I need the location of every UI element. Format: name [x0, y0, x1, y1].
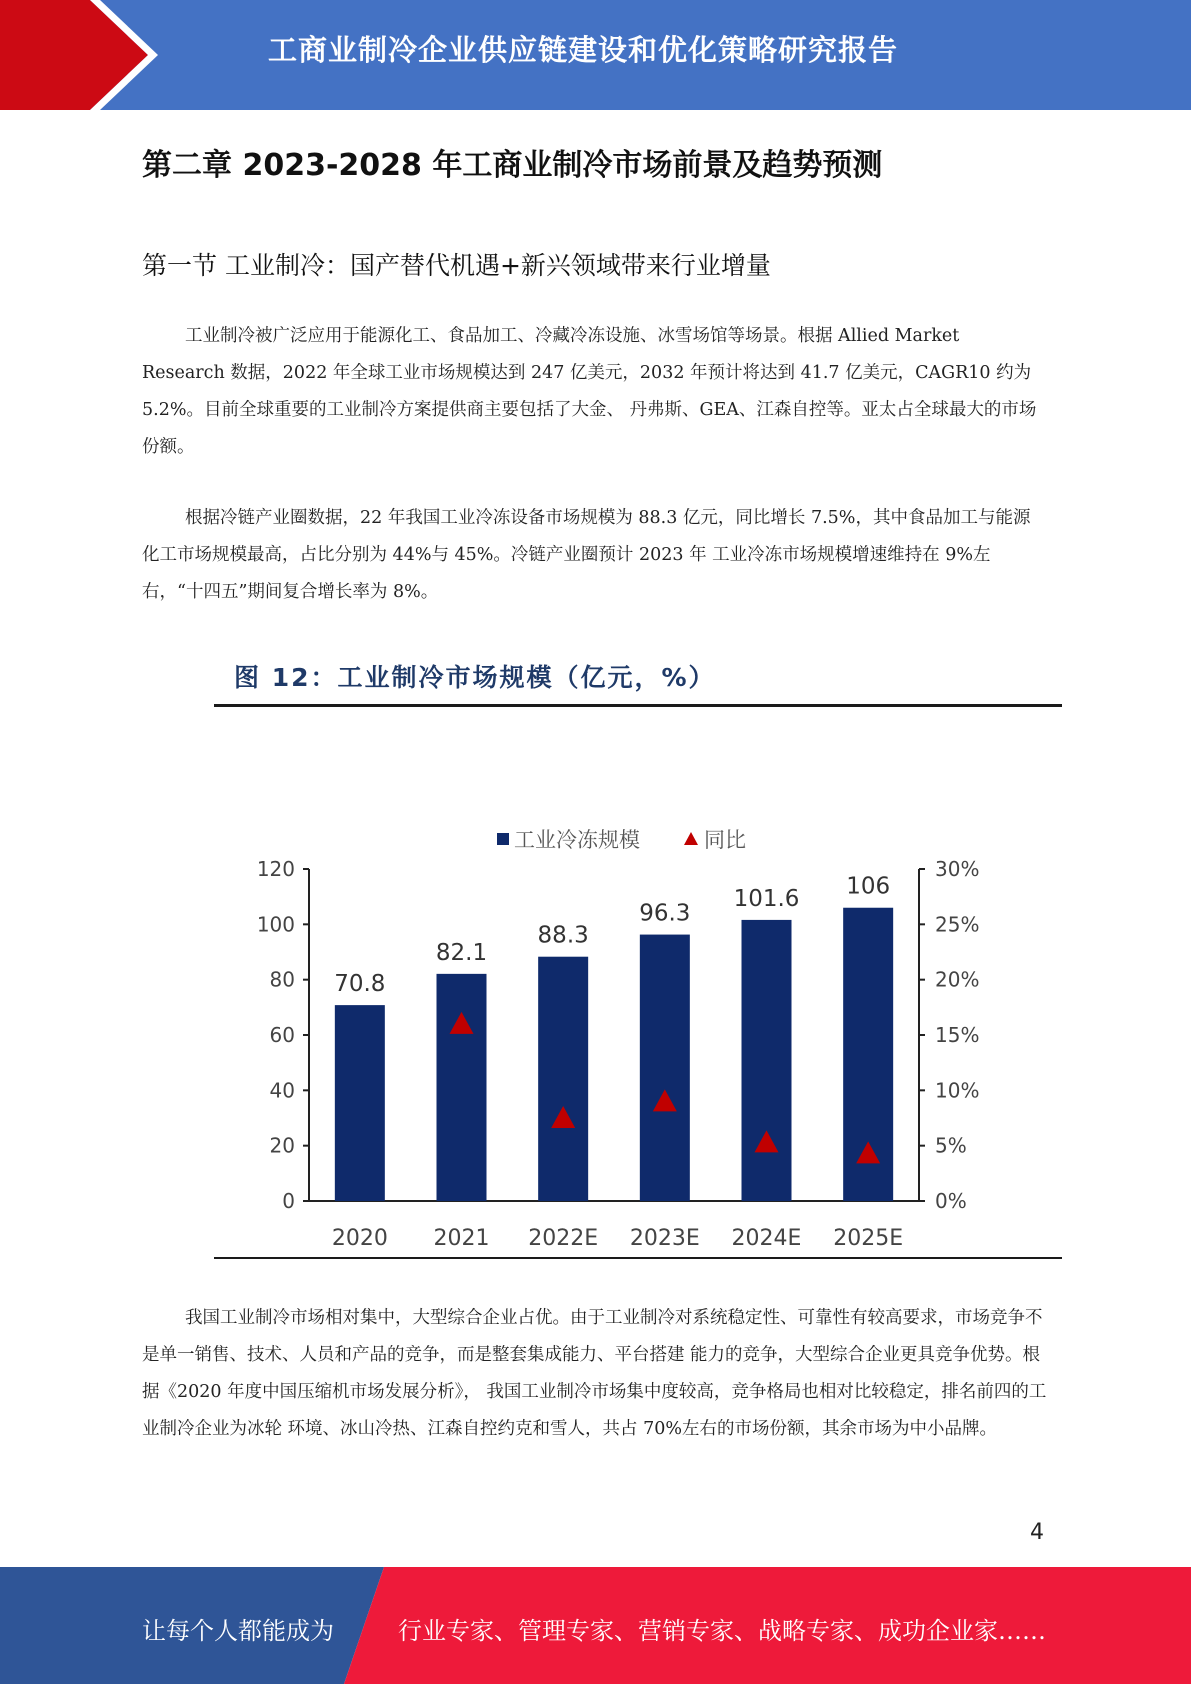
y-right-tick-label: 15%	[935, 1023, 980, 1047]
bar-value-label: 82.1	[435, 939, 488, 966]
bar	[335, 1005, 385, 1201]
figure-title: 图 12：工业制冷市场规模（亿元，%）	[234, 663, 716, 692]
figure-top-rule	[214, 704, 1062, 707]
body-paragraph-1: 工业制冷被广泛应用于能源化工、食品加工、冷藏冷冻设施、冰雪场馆等场景。根据 Allied Market Research 数据，2022 年全球工业市场规模达到 247 亿美元，2032 年预计将达到 41.7 亿美元，CAGR10 约为 5.2%。目前全球重要的工业制冷方案提供商主要包括了大金、 丹弗斯、GEA、江森自控等。亚太占全球最大的市场份额。	[142, 326, 1037, 457]
x-tick-label: 2022E	[528, 1226, 599, 1251]
y-left-tick-label: 20	[269, 1133, 295, 1158]
y-right-tick-label: 20%	[935, 967, 980, 992]
y-right-tick-label: 30%	[935, 857, 980, 881]
y-left-tick-label: 80	[269, 967, 295, 992]
legend-bar-swatch	[497, 833, 509, 845]
chapter-title: 第二章 2023-2028 年工商业制冷市场前景及趋势预测	[142, 148, 883, 183]
footer-slogan-right: 行业专家、管理专家、营销专家、战略专家、成功企业家……	[398, 1617, 1046, 1645]
page-header	[0, 0, 1191, 110]
y-left-tick-label: 120	[256, 857, 295, 881]
bar-value-label: 96.3	[639, 900, 691, 927]
header-title: 工商业制冷企业供应链建设和优化策略研究报告	[268, 33, 899, 67]
page-number: 4	[1030, 1520, 1044, 1545]
footer-slogan-left: 让每个人都能成为	[142, 1617, 334, 1645]
bar-chart	[214, 710, 1062, 1255]
bar	[640, 935, 690, 1201]
y-right-tick-label: 25%	[935, 912, 980, 937]
figure-12	[214, 650, 1062, 1262]
page-footer	[0, 1567, 1191, 1684]
y-right-tick-label: 0%	[935, 1189, 967, 1213]
y-right-tick-label: 10%	[935, 1078, 980, 1103]
bar-value-label: 101.6	[733, 885, 800, 912]
bar-value-label: 88.3	[537, 922, 589, 949]
bar	[538, 957, 588, 1201]
legend-marker-swatch	[684, 832, 698, 845]
body-paragraph-2: 根据冷链产业圈数据，22 年我国工业冷冻设备市场规模为 88.3 亿元，同比增长 7.5%，其中食品加工与能源化工市场规模最高，占比分别为 44%与 45%。冷链产业圈预计 2023 年 工业冷冻市场规模增速维持在 9%左右，“十四五”期间复合增长率为 8%。	[142, 508, 1031, 602]
section-title: 第一节 工业制冷：国产替代机遇+新兴领域带来行业增量	[142, 251, 771, 280]
figure-bottom-rule	[214, 1257, 1062, 1259]
x-tick-label: 2025E	[833, 1226, 904, 1251]
x-tick-label: 2024E	[731, 1226, 802, 1251]
y-right-tick-label: 5%	[935, 1133, 967, 1158]
bar-value-label: 70.8	[334, 971, 386, 998]
y-left-tick-label: 100	[256, 912, 295, 937]
x-tick-label: 2023E	[629, 1226, 700, 1251]
x-tick-label: 2021	[433, 1226, 490, 1251]
y-left-tick-label: 40	[269, 1078, 295, 1103]
x-tick-label: 2020	[331, 1226, 388, 1251]
bar	[742, 920, 792, 1201]
y-left-tick-label: 0	[282, 1189, 295, 1213]
body-paragraph-3: 我国工业制冷市场相对集中，大型综合企业占优。由于工业制冷对系统稳定性、可靠性有较高要求，市场竞争不是单一销售、技术、人员和产品的竞争，而是整套集成能力、平台搭建 能力的竞争，大型综合企业更具竞争优势。根据《2020 年度中国压缩机市场发展分析》， 我国工业制冷市场集中度较高，竞争格局也相对比较稳定，排名前四的工业制冷企业为冰轮 环境、冰山冷热、江森自控约克和雪人，共占 70%左右的市场份额，其余市场为中小品牌。	[142, 1308, 1047, 1439]
legend-marker-label: 同比	[704, 828, 746, 852]
bar	[437, 974, 487, 1201]
bar-value-label: 106	[846, 873, 891, 900]
y-left-tick-label: 60	[269, 1023, 295, 1047]
legend-bar-label: 工业冷冻规模	[514, 828, 640, 852]
